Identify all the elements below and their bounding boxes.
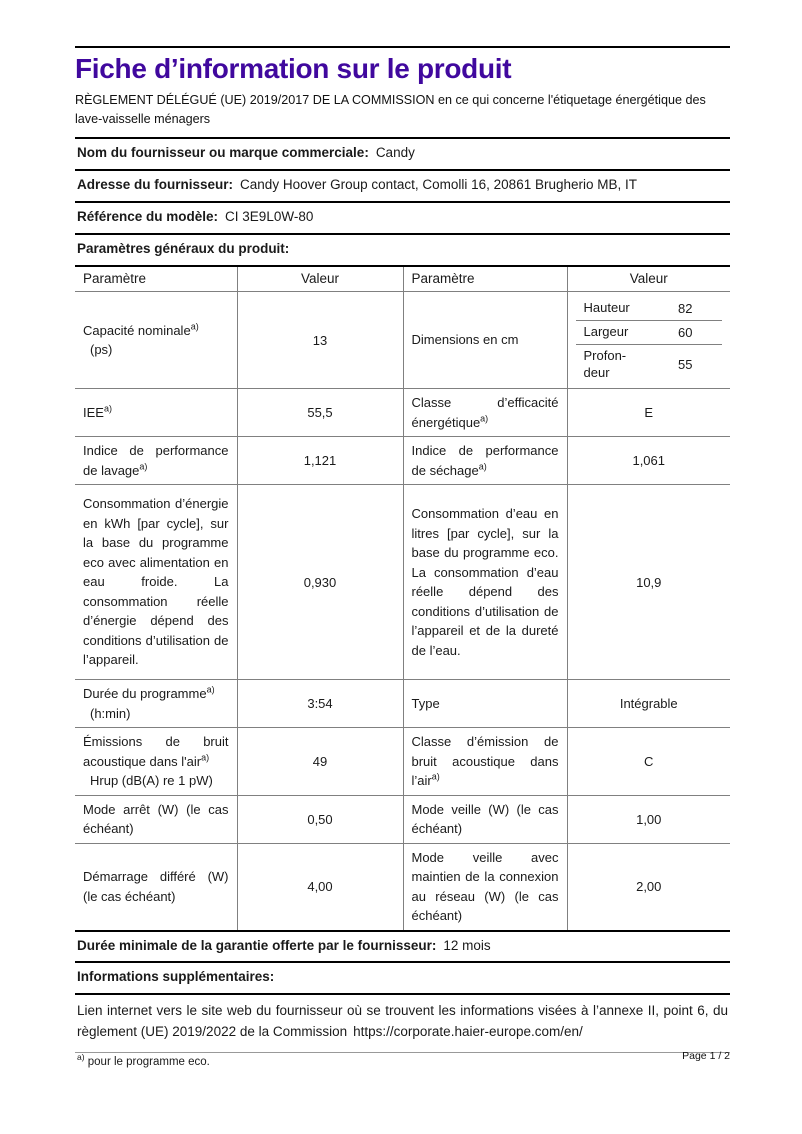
dimension-value: 60 <box>678 325 693 341</box>
header-valeur-left: Valeur <box>237 266 403 292</box>
general-parameters-heading-row <box>75 233 730 265</box>
table-row <box>75 680 730 728</box>
parameter-cell: Démarrage différé (W) (le cas échéant) <box>75 843 237 930</box>
dimension-value: 82 <box>678 300 693 316</box>
parameter-cell: Consommation d’énergie en kWh [par cycle], sur la base du programme eco avec alimentation en eau froide. La consommation réelle d’énergie dépend des conditions d’utilisation de l’appareil. <box>75 485 237 680</box>
parameter-cell: Type <box>403 680 567 728</box>
table-row <box>75 437 730 485</box>
header-valeur-right: Valeur <box>567 266 730 292</box>
supplier-address-row <box>75 169 730 201</box>
parameter-cell: Mode veille avec maintien de la connexion au réseau (W) (le cas échéant) <box>403 843 567 930</box>
supplier-address-value: Candy Hoover Group contact, Comolli 16, 20861 Brugherio MB, IT <box>240 176 637 192</box>
warranty-label: Durée minimale de la garantie offerte par le fournisseur: <box>77 937 437 953</box>
value-cell: 0,930 <box>237 485 403 680</box>
value-cell: 3:54 <box>237 680 403 728</box>
table-row <box>75 485 730 680</box>
table-row <box>75 728 730 796</box>
value-cell: 1,00 <box>567 795 730 843</box>
dimension-label: Largeur <box>583 324 629 340</box>
parameter-cell: Indice de performance de lavage$^{a)}$ <box>75 437 237 485</box>
value-cell: C <box>567 728 730 796</box>
table-row <box>75 292 730 389</box>
parameter-cell: Dimensions en cm <box>403 292 567 389</box>
dimension-row <box>576 296 723 320</box>
title-block <box>75 46 730 129</box>
value-cell: 1,121 <box>237 437 403 485</box>
additional-info-heading-row <box>75 961 730 993</box>
additional-info-heading: Informations supplémentaires: <box>77 969 275 985</box>
value-cell: Intégrable <box>567 680 730 728</box>
value-cell: 49 <box>237 728 403 796</box>
supplier-link-text: Lien internet vers le site web du fournisseur où se trouvent les informations visées à l’annexe II, point 6, du règlement (UE) 2019/2022 de la Commission <box>77 1003 728 1039</box>
supplier-website-url: https://corporate.haier-europe.com/en/ <box>353 1023 583 1039</box>
value-cell: 0,50 <box>237 795 403 843</box>
regulation-subtitle: RÈGLEMENT DÉLÉGUÉ (UE) 2019/2017 DE LA COMMISSION en ce qui concerne l'étiquetage énergétique des lave-vaisselle ménagers <box>75 93 706 127</box>
model-reference-label: Référence du modèle: <box>77 208 219 224</box>
table-row <box>75 843 730 930</box>
header-parametre-left: Paramètre <box>75 266 237 292</box>
parameters-table <box>75 265 730 930</box>
warranty-value: 12 mois <box>443 937 491 953</box>
value-cell: 2,00 <box>567 843 730 930</box>
document-content <box>75 46 730 1068</box>
dimension-label: Profon-deur <box>583 348 627 380</box>
footnote-text: pour le programme eco. <box>87 1055 210 1068</box>
supplier-name-row <box>75 137 730 169</box>
parameter-cell: Mode arrêt (W) (le cas échéant) <box>75 795 237 843</box>
dimension-row <box>576 320 723 344</box>
page-number: Page 1 / 2 <box>682 1050 730 1062</box>
warranty-row <box>75 930 730 962</box>
dimension-value: 55 <box>678 357 693 373</box>
table-row <box>75 795 730 843</box>
value-cell: 55,5 <box>237 389 403 437</box>
value-cell: E <box>567 389 730 437</box>
supplier-address-label: Adresse du fournisseur: <box>77 176 234 192</box>
parameter-cell: Classe d’émission de bruit acoustique dans l’air$^{a)}$ <box>403 728 567 796</box>
supplier-name-label: Nom du fournisseur ou marque commerciale: <box>77 144 369 160</box>
value-cell: 4,00 <box>237 843 403 930</box>
value-cell: 1,061 <box>567 437 730 485</box>
parameter-cell: Capacité nominale$^{a)}$ (ps) <box>75 292 237 389</box>
header-parametre-right: Paramètre <box>403 266 567 292</box>
parameter-cell: IEE$^{a)}$ <box>75 389 237 437</box>
supplier-link-paragraph <box>75 993 730 1050</box>
dimension-row <box>576 344 723 384</box>
parameter-cell: Classe d’efficacité énergétique$^{a)}$ <box>403 389 567 437</box>
parameter-cell: Durée du programme$^{a)}$ (h:min) <box>75 680 237 728</box>
footnote-marker: a) <box>77 1051 85 1062</box>
parameter-cell: Émissions de bruit acoustique dans l'air$^{a)}$ Hrup (dB(A) re 1 pW) <box>75 728 237 796</box>
page-title: Fiche d’information sur le produit <box>75 53 512 84</box>
dimensions-cell <box>567 292 730 389</box>
table-row <box>75 389 730 437</box>
dimension-label: Hauteur <box>583 299 630 315</box>
model-reference-value: CI 3E9L0W-80 <box>225 208 314 224</box>
value-cell: 10,9 <box>567 485 730 680</box>
footnote-eco <box>75 1052 730 1068</box>
parameter-cell: Mode veille (W) (le cas échéant) <box>403 795 567 843</box>
model-reference-row <box>75 201 730 233</box>
parameter-cell: Consommation d’eau en litres [par cycle], sur la base du programme eco. La consommation d’eau réelle dépend des conditions d’utilisation de l’appareil et de la dureté de l’eau. <box>403 485 567 680</box>
general-parameters-heading: Paramètres généraux du produit: <box>77 240 290 256</box>
table-header-row <box>75 266 730 292</box>
parameter-cell: Indice de performance de séchage$^{a)}$ <box>403 437 567 485</box>
value-cell: 13 <box>237 292 403 389</box>
supplier-name-value: Candy <box>375 144 415 160</box>
